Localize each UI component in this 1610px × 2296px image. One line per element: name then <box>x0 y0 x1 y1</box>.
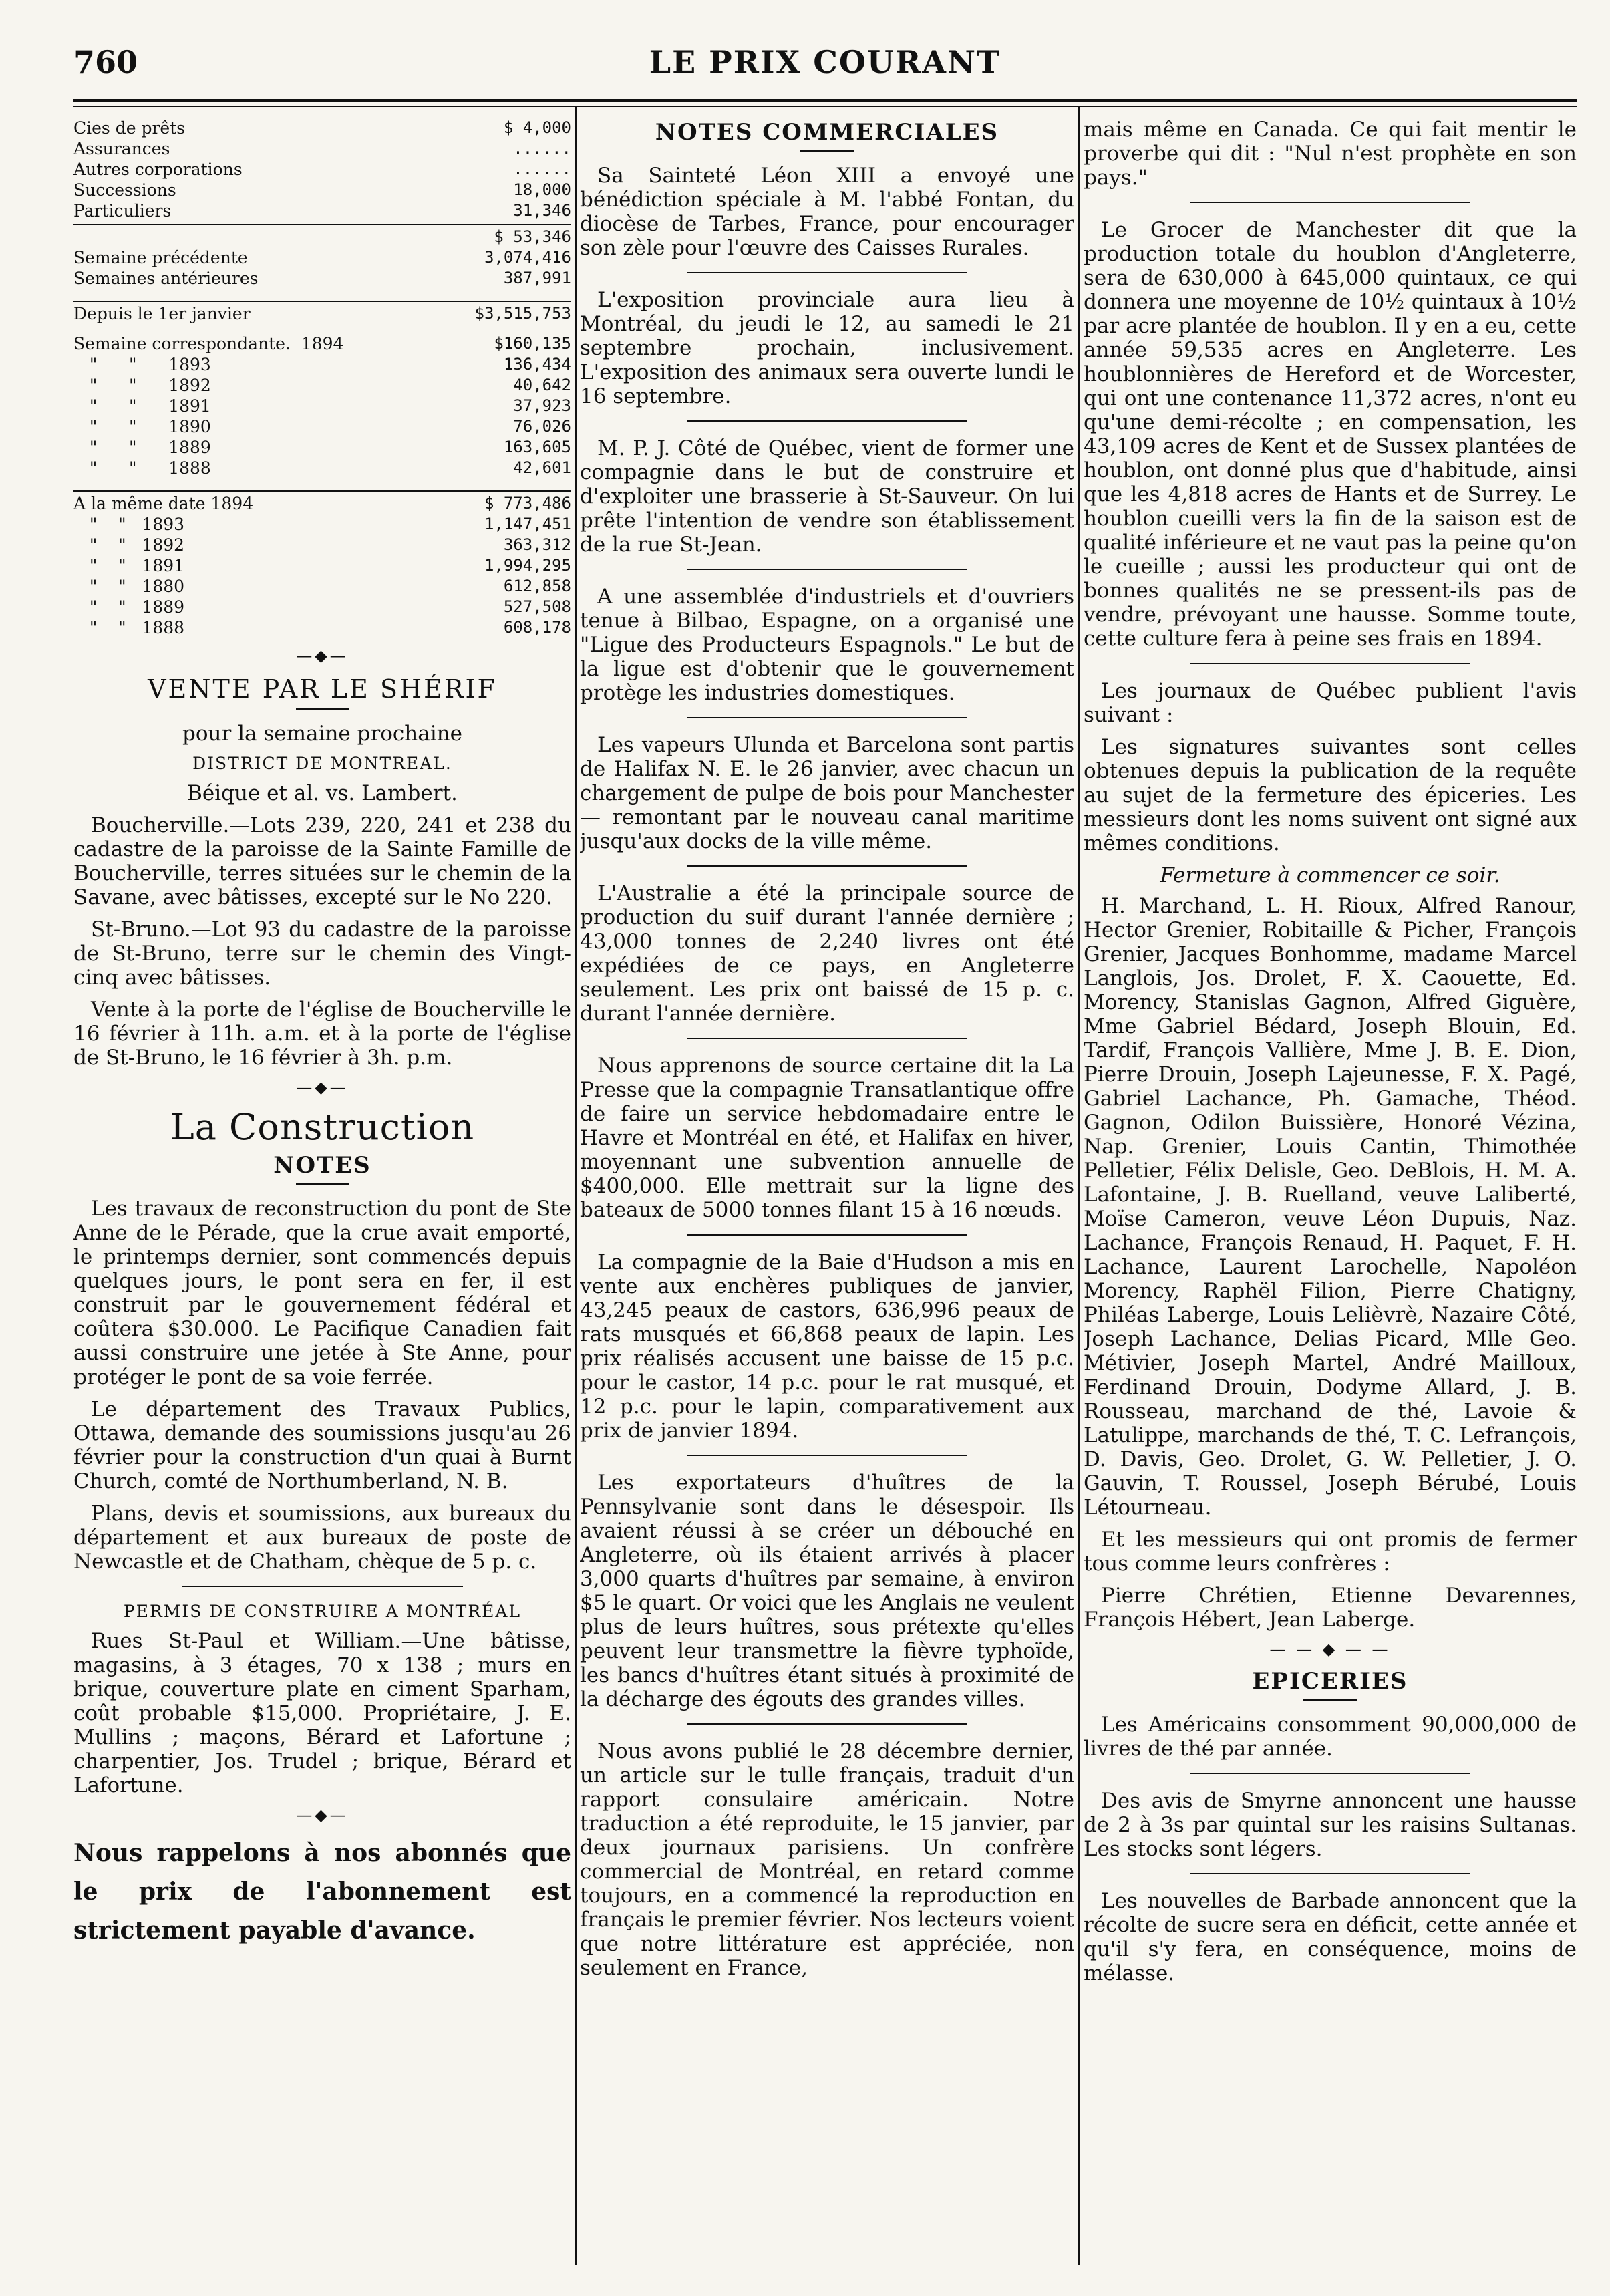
ledger-row <box>73 555 571 576</box>
ledger-value: 387,991 <box>503 269 571 287</box>
ledger-row <box>73 118 571 138</box>
page-header <box>73 44 1577 91</box>
ledger-label: Assurances <box>73 139 170 158</box>
ornament-divider: —◆— <box>296 1806 349 1824</box>
ledger-value: 3,074,416 <box>484 248 571 267</box>
ledger-label: A la même date 1894 <box>73 494 254 513</box>
ledger-value: ...... <box>513 139 571 158</box>
ledger-value: 163,605 <box>503 438 571 456</box>
ledger-label: Autres corporations <box>73 160 243 179</box>
ledger-row <box>73 416 571 437</box>
ledger-value: 40,642 <box>513 376 571 394</box>
ledger-value: $3,515,753 <box>474 304 571 323</box>
ledger-label: Particuliers <box>73 201 172 221</box>
ledger-label: " " 1889 <box>73 597 185 617</box>
ledger-row <box>73 576 571 597</box>
ledger-row <box>73 333 571 354</box>
section-rule <box>1190 202 1470 203</box>
column-divider-2 <box>1078 107 1080 2265</box>
ledger-total-row <box>73 224 571 247</box>
ledger-row <box>73 437 571 458</box>
column-middle <box>580 118 1074 2276</box>
header-rule-thin <box>73 106 1577 107</box>
paragraph: mais même en Canada. Ce qui fait mentir le proverbe qui dit : "Nul n'est prophète en son pays." <box>1084 118 1577 190</box>
title-rule <box>296 708 349 710</box>
ledger-label: Cies de prêts <box>73 118 186 138</box>
ledger-row <box>73 180 571 200</box>
section-rule <box>1190 663 1470 664</box>
ledger-value: 136,434 <box>503 355 571 374</box>
ledger-value: 612,858 <box>503 577 571 595</box>
ledger-value: $160,135 <box>494 334 571 353</box>
vente-subtitle: pour la semaine prochaine <box>182 722 462 746</box>
ledger-label: " " 1893 <box>73 515 185 534</box>
construction-title: La Construction <box>170 1106 475 1148</box>
paragraph: Sa Sainteté Léon XIII a envoyé une bénédiction spéciale à M. l'abbé Fontan, du diocèse de Tarbes, France, pour encourager son zèle pour l'œuvre des Caisses Rurales. <box>580 164 1074 260</box>
paragraph: M. P. J. Côté de Québec, vient de former une compagnie dans le but de construire et d'exploiter une brasserie à St-Sauveur. On lui prête l'intention de vendre son établissement de la rue St-Jean. <box>580 436 1074 557</box>
ledger-total: $ 53,346 <box>494 227 571 246</box>
ornament-divider: —◆— <box>296 1078 349 1097</box>
title-rule <box>800 150 854 152</box>
notes-title: NOTES <box>273 1152 371 1179</box>
paragraph: Vente à la porte de l'église de Boucherville le 16 février à 11h. a.m. et à la porte de l'église de St-Bruno, le 16 février à 3h. p.m. <box>73 998 571 1070</box>
paragraph: A une assemblée d'industriels et d'ouvriers tenue à Bilbao, Espagne, on a organisé une "Ligue des Producteurs Espagnols." Le but de la ligue est d'obtenir que le gouvernement protège les industries domestiques. <box>580 585 1074 705</box>
ledger-label: " " 1888 <box>73 458 211 478</box>
section-rule <box>687 865 967 867</box>
paragraph: Les vapeurs Ulunda et Barcelona sont partis de Halifax N. E. le 26 janvier, avec chacun un chargement de pulpe de bois pour Manchester — remontant par le nouveau canal maritime jusqu'aux docks de la ville même. <box>580 733 1074 853</box>
ledger-row <box>73 354 571 375</box>
ledger-label: " " 1892 <box>73 535 185 555</box>
section-rule <box>687 1038 967 1039</box>
section-rule <box>687 1723 967 1725</box>
ledger-value: 1,147,451 <box>484 515 571 533</box>
ledger-value: ...... <box>513 160 571 178</box>
paragraph: Les Américains consomment 90,000,000 de livres de thé par année. <box>1084 1713 1577 1761</box>
ledger-row <box>73 458 571 478</box>
ledger-value: 527,508 <box>503 597 571 616</box>
ledger-value: 18,000 <box>513 180 571 199</box>
paragraph: Les exportateurs d'huîtres de la Pennsylvanie sont dans le désespoir. Ils avaient réussi à se créer un débouché en Angleterre, où ils étaient arrivés à placer 3,000 quarts d'huîtres par semaine, à environ $5 le quart. Or voici que les Anglais ne veulent plus de leurs huîtres, sous prétexte qu'elles peuvent leur transmettre la fièvre typhoïde, les bancs d'huîtres étant situés à proximité de la décharge des égouts des grandes villes. <box>580 1471 1074 1711</box>
paragraph: Plans, devis et soumissions, aux bureaux du département et aux bureaux de poste de Newcastle et de Chatham, chèque de 5 p. c. <box>73 1501 571 1574</box>
ledger-label: Semaine précédente <box>73 248 248 267</box>
ornament-divider: — — ◆ — — <box>1269 1640 1391 1659</box>
paragraph: Les nouvelles de Barbade annoncent que la récolte de sucre sera en déficit, cette année et qu'il s'y fera, en conséquence, moins de mélasse. <box>1084 1889 1577 1985</box>
column-right <box>1084 118 1577 2276</box>
section-rule <box>1190 1773 1470 1774</box>
district-label: DISTRICT DE MONTREAL. <box>192 754 452 773</box>
ledger-row <box>73 247 571 268</box>
paragraph: Nous avons publié le 28 décembre dernier, un article sur le tulle français, traduit d'un rapport consulaire américain. Notre traduction a été reproduite, le 15 janvier, par deux journaux parisiens. Un confrère commercial de Montréal, en retard comme toujours, en a commencé la reproduction en français le premier février. Nos lecteurs voient que notre littérature est appréciée, non seulement en France, <box>580 1739 1074 1980</box>
paragraph: Les journaux de Québec publient l'avis suivant : <box>1084 679 1577 727</box>
section-rule <box>687 1234 967 1236</box>
section-rule <box>1190 1873 1470 1874</box>
paragraph: Pierre Chrétien, Etienne Devarennes, François Hébert, Jean Laberge. <box>1084 1584 1577 1632</box>
ledger-row <box>73 159 571 180</box>
ledger-row <box>73 514 571 535</box>
title-rule <box>1303 1699 1357 1701</box>
ledger-label: Depuis le 1er janvier <box>73 304 251 323</box>
column-left <box>73 118 571 2276</box>
ornament-divider: —◆— <box>296 646 349 665</box>
ledger-row <box>73 597 571 617</box>
ledger-row <box>73 138 571 159</box>
paragraph: Boucherville.—Lots 239, 220, 241 et 238 du cadastre de la paroisse de la Sainte Famille de Boucherville, terres situées sur le chemin de la Savane, avec bâtisses, excepté sur le No 220. <box>73 813 571 909</box>
section-rule <box>687 717 967 718</box>
building-ledger <box>73 118 571 638</box>
header-rule <box>73 99 1577 102</box>
ledger-row <box>73 268 571 289</box>
ledger-label: Semaines antérieures <box>73 269 259 288</box>
section-rule <box>182 1586 463 1587</box>
ledger-row <box>73 375 571 396</box>
case-name: Béique et al. vs. Lambert. <box>187 781 458 805</box>
ledger-value: 31,346 <box>513 201 571 220</box>
ledger-label: " " 1893 <box>73 355 211 374</box>
paragraph: Et les messieurs qui ont promis de fermer tous comme leurs confrères : <box>1084 1528 1577 1576</box>
ledger-label: " " 1891 <box>73 556 185 575</box>
paragraph: Des avis de Smyrne annoncent une hausse de 2 à 3s par quintal sur les raisins Sultanas. Les stocks sont légers. <box>1084 1789 1577 1861</box>
paragraph: La compagnie de la Baie d'Hudson a mis en vente aux enchères publiques de janvier, 43,245 peaux de castors, 636,996 peaux de rats musqués et 66,868 peaux de lapin. Les prix réalisés accusent une baisse de 15 p.c. pour le castor, 14 p.c. pour le rat musqué, et 12 p.c. pour le lapin, comparativement aux prix de janvier 1894. <box>580 1250 1074 1443</box>
title-rule <box>296 1183 349 1185</box>
ledger-label: " " 1889 <box>73 438 211 457</box>
ledger-row <box>73 200 571 221</box>
section-rule <box>687 272 967 273</box>
ledger-row <box>73 493 571 514</box>
section-rule <box>687 420 967 422</box>
notes-commerciales-title: NOTES COMMERCIALES <box>655 119 999 146</box>
ledger-label: " " 1890 <box>73 417 211 436</box>
ledger-value: 37,923 <box>513 396 571 415</box>
ledger-row <box>73 396 571 416</box>
paragraph: L'exposition provinciale aura lieu à Montréal, du jeudi le 12, au samedi le 21 septembre prochain, inclusivement. L'exposition des animaux sera ouverte lundi le 16 septembre. <box>580 288 1074 408</box>
column-divider-1 <box>575 107 577 2265</box>
ledger-value: 76,026 <box>513 417 571 436</box>
ledger-value: $ 773,486 <box>484 494 571 513</box>
fermeture-heading: Fermeture à commencer ce soir. <box>1160 863 1500 887</box>
ledger-value: 1,994,295 <box>484 556 571 575</box>
paragraph: L'Australie a été la principale source de production du suif durant l'année dernière ; 43,000 tonnes de 2,240 livres ont été expédiées de ce pays, en Angleterre seulement. Les prix ont baissé de 15 p. c. durant l'année dernière. <box>580 881 1074 1026</box>
ledger-value: 42,601 <box>513 458 571 477</box>
paragraph: St-Bruno.—Lot 93 du cadastre de la paroisse de St-Bruno, terre sur le chemin des Vingt-cinq avec bâtisses. <box>73 917 571 990</box>
epiceries-title: EPICERIES <box>1252 1668 1408 1695</box>
ledger-label: " " 1888 <box>73 618 185 637</box>
ledger-label: Semaine correspondante. 1894 <box>73 334 344 353</box>
paragraph: Les travaux de reconstruction du pont de Ste Anne de le Pérade, que la crue avait emporté, le printemps dernier, sont commencés depuis quelques jours, le pont sera en fer, il est construit par le gouvernement fédéral et coûtera $30.000. Le Pacifique Canadien fait aussi construire une jetée à Ste Anne, pour protéger le pont de sa voie ferrée. <box>73 1197 571 1389</box>
subscription-notice: Nous rappelons à nos abonnés que le prix de l'abonnement est strictement payable d'avance. <box>73 1839 571 1945</box>
ledger-label: Successions <box>73 180 176 200</box>
page-number: 760 <box>73 44 138 80</box>
section-rule <box>687 1455 967 1456</box>
paragraph: Rues St-Paul et William.—Une bâtisse, magasins, à 3 étages, 70 x 138 ; murs en brique, couverture plate en ciment Sparham, coût probable $15,000. Propriétaire, J. E. Mullins ; maçons, Bérard et Lafortune ; charpentier, Jos. Trudel ; brique, Bérard et Lafortune. <box>73 1629 571 1798</box>
vente-title: VENTE PAR LE SHÉRIF <box>148 674 497 704</box>
ledger-row <box>73 301 571 324</box>
paragraph: Le Grocer de Manchester dit que la production totale du houblon d'Angleterre, sera de 630,000 à 645,000 quintaux, ce qui donnera une moyenne de 10½ quintaux à 10½ par acre plantée de houblon. Il y en a eu, cette année 59,535 acres en Angleterre. Les houblonnières de Hereford et de Worcester, qui ont une contenance 11,372 acres, n'ont eu qu'une demi-récolte ; en compensation, les 43,109 acres de Kent et de Sussex plantées de houblon, ont donné plus que d'habitude, ainsi que les 4,818 acres de Hants et de Surrey. Le houblon cueilli vers la fin de la saison est de qualité inférieure et ne vaut pas la peine qu'on le cueille ; aussi les producteur qui ont de bonnes qualités ne se pressent-ils pas de vendre, prévoyant une hausse. Somme toute, cette culture fera à peine ses frais en 1894. <box>1084 218 1577 651</box>
section-rule <box>687 569 967 570</box>
ledger-row <box>73 535 571 555</box>
ledger-value: 608,178 <box>503 618 571 637</box>
ledger-value: $ 4,000 <box>503 118 571 137</box>
publication-title: LE PRIX COURANT <box>649 44 1001 80</box>
permis-title: PERMIS DE CONSTRUIRE A MONTRÉAL <box>123 1602 522 1621</box>
ledger-label: " " 1891 <box>73 396 211 416</box>
paragraph: Les signatures suivantes sont celles obtenues depuis la publication de la requête au sujet de la fermeture des épiceries. Les messieurs dont les noms suivent ont signé aux mêmes conditions. <box>1084 735 1577 855</box>
names-list: H. Marchand, L. H. Rioux, Alfred Ranour, Hector Grenier, Robitaille & Picher, François Grenier, Jacques Bonhomme, madame Marcel Langlois, Jos. Drolet, F. X. Caouette, Ed. Morency, Stanislas Gagnon, Alfred Giguère, Mme Gabriel Bédard, Joseph Blouin, Ed. Tardif, François Vallière, Mme J. B. E. Dion, Pierre Drouin, Joseph Lajeunesse, F. X. Pagé, Gabriel Lachance, Ph. Gamache, Théod. Gagnon, Odilon Buissière, Honoré Vézina, Nap. Grenier, Louis Cantin, Thimothée Pelletier, Félix Delisle, Geo. DeBlois, H. M. A. Lafontaine, J. B. Ruelland, veuve Laliberté, Moïse Cameron, veuve Léon Dupuis, Naz. Lachance, François Renaud, H. Paquet, F. H. Lachance, Laurent Larochelle, Napoléon Morency, Raphël Filion, Pierre Chatigny, Philéas Laberge, Louis Lelièvrè, Nazaire Côté, Joseph Lachance, Delias Picard, Mlle Geo. Métivier, Joseph Martel, André Mailloux, Ferdinand Drouin, Dodyme Allard, J. B. Rousseau, marchand de thé, Lavoie & Latulippe, marchands de thé, T. C. Lefrançois, D. Davis, Geo. Drolet, G. W. Pelletier, J. O. Gauvin, T. Roussel, Joseph Bérubé, Louis Létourneau. <box>1084 894 1577 1520</box>
ledger-value: 363,312 <box>503 535 571 554</box>
ledger-label: " " 1880 <box>73 577 185 596</box>
ledger-label: " " 1892 <box>73 376 211 395</box>
paragraph: Le département des Travaux Publics, Ottawa, demande des soumissions jusqu'au 26 février pour la construction d'un quai à Burnt Church, comté de Northumberland, N. B. <box>73 1397 571 1493</box>
paragraph: Nous apprenons de source certaine dit la La Presse que la compagnie Transatlantique offre de faire un service hebdomadaire entre le Havre et Montréal en été, et Halifax en hiver, moyennant une subvention annuelle de $400,000. Elle mettrait sur la ligne des bateaux de 5000 tonnes filant 15 à 16 nœuds. <box>580 1054 1074 1222</box>
ledger-row <box>73 617 571 638</box>
